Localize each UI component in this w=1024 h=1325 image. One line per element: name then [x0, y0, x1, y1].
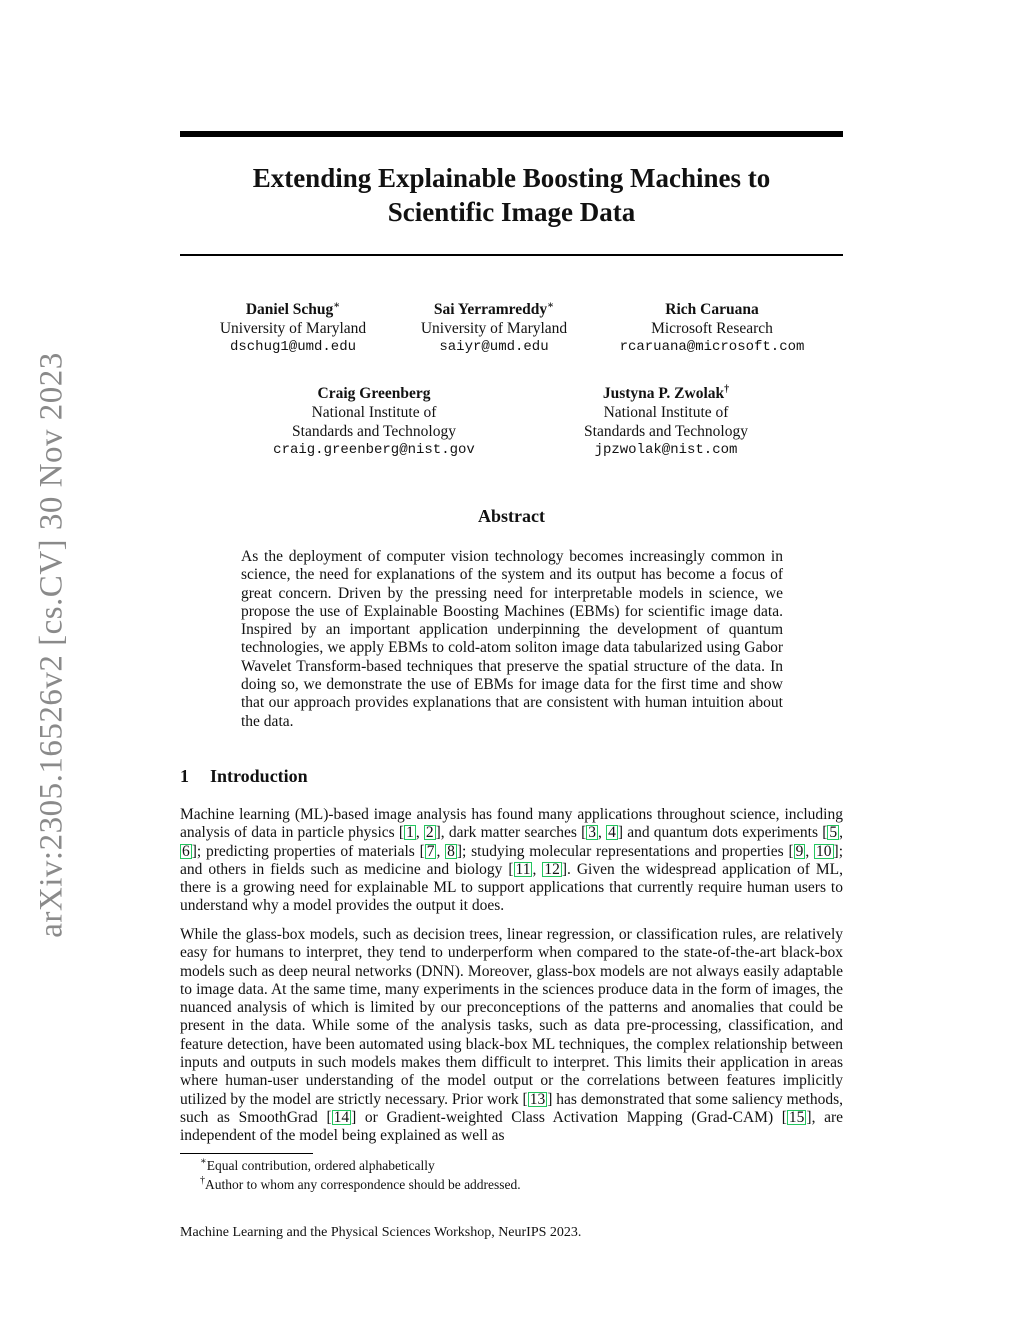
- text-run: ]; and others in fields such as medicine and biology [: [180, 842, 843, 878]
- footnote-text: Equal contribution, ordered alphabetically: [206, 1158, 435, 1173]
- section-number: 1: [180, 766, 189, 786]
- text-run: ]. Given the widespread application of ML, there is a growing need for explainable ML to support applications that currently require human users to understand why a model provides the output it does.: [180, 860, 844, 915]
- section-title: Introduction: [210, 766, 308, 786]
- text-run: ,: [532, 860, 543, 878]
- author-name: Justyna P. Zwolak: [602, 385, 725, 402]
- venue-footer: Machine Learning and the Physical Sciences Workshop, NeurIPS 2023.: [180, 1225, 582, 1240]
- title-rule-top: [180, 131, 843, 137]
- footnote-mark: ∗: [200, 1156, 207, 1167]
- author-affiliation-line2: Standards and Technology: [292, 423, 456, 440]
- author-affiliation: University of Maryland: [420, 320, 568, 337]
- text-run: While the glass-box models, such as decision trees, linear regression, or classification rules, are relatively easy for humans to interpret, they tend to underperform when compared to the state-of-the-art black-box models such as deep neural networks (DNN). Moreover, glass-box models are not always easily adaptable to image data. At the same time, many experiments in the sciences produce data in the form of images, the nuanced analysis of which is limited by our preconceptions of the patterns and anomalies that could be present in the data. While some of the analysis tasks, such as data pre-processing, classification, and feature detection, have been automated using black-box ML techniques, the complex relationship between inputs and outputs in such models makes them difficult to interpret. This limits their application in areas where human-user understanding of the model output or the correlations between features implicitly utilized by the model are strictly necessary. Prior work [: [180, 926, 843, 1108]
- citation-link[interactable]: 7: [426, 842, 435, 860]
- author-block-schug: [220, 300, 366, 357]
- citation-link[interactable]: 9: [795, 842, 804, 860]
- citation-link[interactable]: 8: [447, 842, 455, 860]
- author-block-zwolak: [584, 384, 748, 460]
- author-affiliation-line1: National Institute of: [603, 404, 729, 421]
- citation-link[interactable]: 6: [182, 842, 190, 860]
- intro-paragraph-1: [180, 806, 843, 916]
- citation-link[interactable]: 15: [788, 1108, 805, 1126]
- title-rule-bottom: [180, 254, 843, 256]
- text-run: ,: [415, 824, 424, 842]
- citation-link[interactable]: 1: [406, 824, 414, 842]
- author-name: Sai Yerramreddy: [433, 301, 548, 318]
- citation-link[interactable]: 3: [588, 824, 597, 842]
- title-line-1: Extending Explainable Boosting Machines to: [252, 163, 771, 193]
- arxiv-identifier-stamp: arXiv:2305.16526v2 [cs.CV] 30 Nov 2023: [33, 352, 70, 938]
- author-email[interactable]: saiyr@umd.edu: [439, 339, 549, 355]
- author-name: Craig Greenberg: [317, 385, 431, 402]
- text-run: ] has demonstrated that some saliency methods, such as SmoothGrad [: [180, 1090, 844, 1126]
- text-run: ]; studying molecular representations and properties [: [456, 842, 794, 860]
- citation-link[interactable]: 10: [816, 842, 832, 860]
- author-affiliation-line1: National Institute of: [311, 404, 437, 421]
- abstract-heading: Abstract: [478, 506, 545, 526]
- author-block-yerramreddy: [421, 300, 567, 357]
- author-block-caruana: [620, 300, 805, 357]
- citation-link[interactable]: 14: [333, 1108, 350, 1126]
- author-affiliation-line2: Standards and Technology: [584, 423, 748, 440]
- citation-link[interactable]: 12: [544, 860, 560, 878]
- citation-link[interactable]: 2: [425, 824, 434, 842]
- paper-title: [180, 161, 843, 229]
- section-heading-introduction: [180, 766, 308, 787]
- text-run: ,: [805, 842, 815, 860]
- footnote-2: [200, 1176, 521, 1193]
- text-run: ] or Gradient-weighted Class Activation Mapping (Grad-CAM) [: [351, 1108, 787, 1126]
- author-name: Rich Caruana: [665, 301, 759, 318]
- text-run: ,: [598, 824, 607, 842]
- author-affiliation: Microsoft Research: [651, 320, 773, 337]
- abstract-text: As the deployment of computer vision technology becomes increasingly common in science, the need for explanations of the system and its output has become a focus of great concern. Driven by the pressing need for interpretable models in science, we propose the use of Explainable Boosting Machines (EBMs) for scientific image data. Inspired by an important application underpinning the development of quantum technologies, we apply EBMs to cold-atom soliton image data tabularized using Gabor Wavelet Transform-based techniques that preserve the spatial structure of the data. In doing so, we demonstrate the use of EBMs for image data for the first time and show that our approach provides explanations that are consistent with human intuition about the data.: [241, 548, 783, 730]
- author-mark: ∗: [333, 300, 341, 311]
- author-affiliation: University of Maryland: [219, 320, 367, 337]
- footnote-rule: [180, 1153, 313, 1154]
- text-run: ,: [839, 824, 844, 842]
- citation-link[interactable]: 4: [608, 824, 616, 842]
- citation-link[interactable]: 5: [829, 824, 838, 842]
- text-run: ], are independent of the model being explained as well as: [180, 1108, 843, 1145]
- author-block-greenberg: [273, 384, 475, 460]
- text-run: ]; predicting properties of materials [: [191, 842, 425, 860]
- citation-link[interactable]: 13: [529, 1090, 546, 1108]
- intro-paragraph-2: [180, 926, 843, 1146]
- text-run: ] and quantum dots experiments [: [617, 824, 828, 842]
- author-email[interactable]: rcaruana@microsoft.com: [619, 339, 805, 355]
- citation-link[interactable]: 11: [515, 860, 531, 878]
- text-run: Machine learning (ML)-based image analysis has found many applications throughout science, including analysis of data in particle physics [: [180, 806, 843, 842]
- author-email[interactable]: dschug1@umd.edu: [229, 339, 357, 355]
- footnote-text: Author to whom any correspondence should be addressed.: [205, 1177, 521, 1192]
- author-email[interactable]: craig.greenberg@nist.gov: [273, 442, 475, 458]
- footnote-mark: †: [200, 1175, 205, 1186]
- author-email[interactable]: jpzwolak@nist.com: [594, 442, 738, 458]
- title-line-2: Scientific Image Data: [387, 197, 636, 227]
- author-mark: ∗: [547, 300, 555, 311]
- author-mark: †: [724, 384, 730, 395]
- author-name: Daniel Schug: [245, 301, 334, 318]
- text-run: ,: [436, 842, 446, 860]
- footnote-1: [200, 1157, 435, 1174]
- text-run: ], dark matter searches [: [435, 824, 587, 842]
